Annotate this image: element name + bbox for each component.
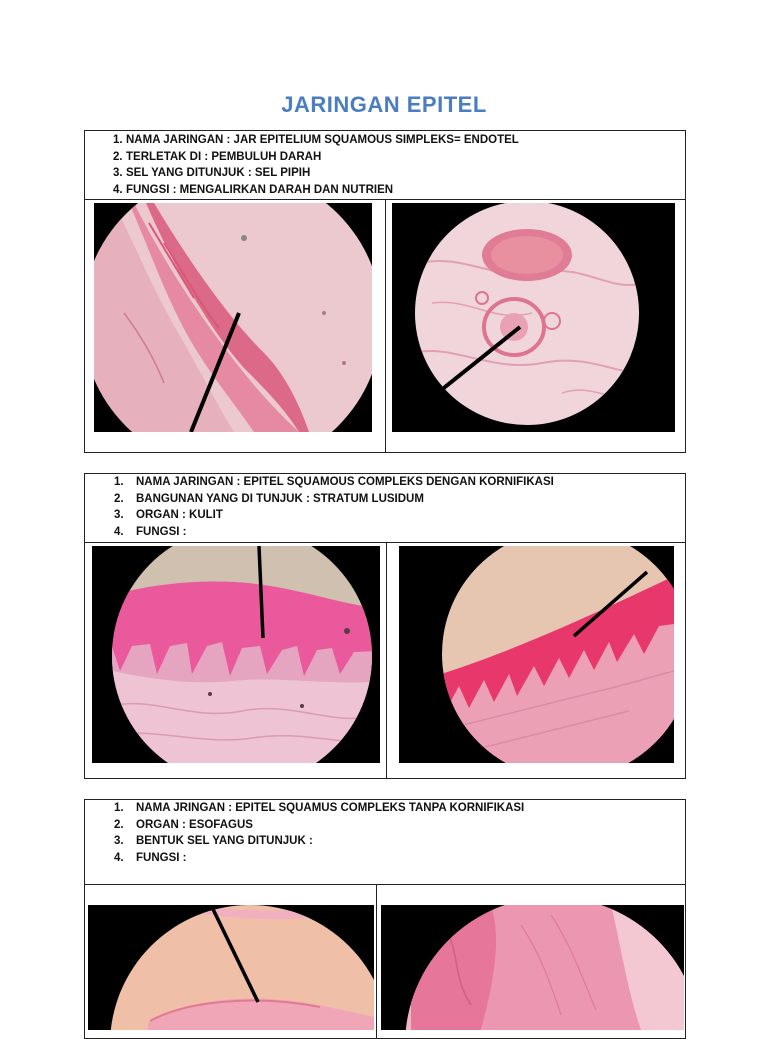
list-item: 2. ORGAN : ESOFAGUS xyxy=(114,818,253,831)
list-item: 4. FUNGSI : MENGALIRKAN DARAH DAN NUTRIEN xyxy=(113,183,394,196)
micrograph-endothelium-right xyxy=(392,203,675,432)
list-item: 1. NAMA JARINGAN : JAR EPITELIUM SQUAMOUS SIMPLEKS= ENDOTEL xyxy=(113,134,519,146)
list-item: 2. TERLETAK DI : PEMBULUH DARAH xyxy=(113,150,322,163)
list-item: 4. FUNGSI : xyxy=(114,525,187,538)
micrograph-skin-right xyxy=(399,546,674,763)
list-item: 3. SEL YANG DITUNJUK : SEL PIPIH xyxy=(113,167,311,179)
micrograph-esophagus-right xyxy=(381,905,684,1030)
list-item: 3. BENTUK SEL YANG DITUNJUK : xyxy=(114,835,313,847)
section-2-table xyxy=(84,473,686,779)
section-1-table xyxy=(84,130,686,453)
page-title: JARINGAN EPITEL xyxy=(281,92,487,117)
micrograph-skin-left xyxy=(92,546,380,763)
list-item: 1. NAMA JARINGAN : EPITEL SQUAMOUS COMPLEKS DENGAN KORNIFIKASI xyxy=(114,476,554,488)
list-item: 4. FUNGSI : xyxy=(114,851,187,864)
list-item: 3. ORGAN : KULIT xyxy=(114,509,223,521)
section-3-list xyxy=(114,800,524,866)
list-item: 2. BANGUNAN YANG DI TUNJUK : STRATUM LUSIDUM xyxy=(114,492,424,505)
micrograph-endothelium-left xyxy=(94,203,372,432)
list-item: 1. NAMA JRINGAN : EPITEL SQUAMUS COMPLEKS TANPA KORNIFIKASI xyxy=(114,802,525,814)
section-3-table xyxy=(84,799,686,1039)
micrograph-esophagus-left xyxy=(88,905,374,1030)
section-2-list xyxy=(114,474,554,540)
section-1-list xyxy=(113,132,519,198)
